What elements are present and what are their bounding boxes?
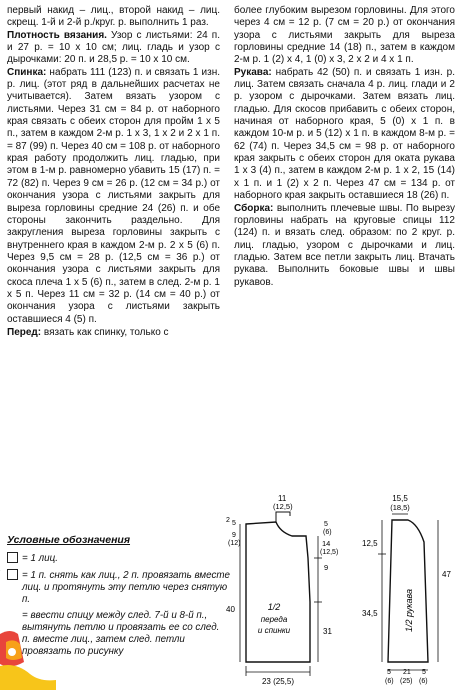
front-continued: более глубоким вырезом горловины. Для этого через 4 см = 12 р. (7 см = 20 р.) от окончания узора с листьями закрыть для выреза горловины средние 14 (18) п., затем в каждом 2-м р. 1 (2) х 4, 1 (0) х 3, 2 х 2 и 4 х 1 п.: [234, 5, 455, 66]
assembly-paragraph: [234, 203, 455, 289]
sleeve-bottom-2-alt: (25): [400, 678, 413, 685]
body-left-12: (12): [228, 540, 241, 547]
sleeves-text: набрать 42 (50) п. и связать 1 изн. р. лиц. Затем связать сначала 4 р. лиц. глади и 2 р. узором с дырочками. Затем вязать лиц. гладью. Для скосов прибавить с обеих сторон, начиная от наборного края, 5 (0) х 1 п. в каждом 10-м р. и 5 (12) х 1 п. в каждом 8-м р. = 62 (74) п. Через 34,5 см = 98 р. от наборного края закрыть с обеих сторон для оката рукава 1 х 3 (4) п., затем в каждом 2-м р. 1 х 2, 15 (14) х 1 п. и 1 (2) х 2 п. Через 47 см = 134 р. от наборного края закрыть оставшиеся 18 (26) п.: [234, 66, 455, 202]
text-column-left: [7, 5, 220, 339]
front-paragraph: [7, 327, 220, 339]
body-right-31: 31: [323, 627, 332, 636]
body-center-label-3: и спинки: [257, 626, 291, 635]
sleeve-bottom-3: 5: [422, 669, 426, 676]
body-left-5: 5: [232, 520, 236, 527]
sleeve-bottom-1-alt: (6): [385, 678, 394, 685]
sleeve-34-5: 34,5: [362, 609, 378, 618]
legend-item-decrease: [7, 569, 237, 606]
front-label: Перед:: [7, 326, 42, 338]
sleeve-47: 47: [442, 570, 451, 579]
back-paragraph: [7, 67, 220, 326]
density-text: Узор с листьями: 24 п. и 27 р. = 10 х 10 см; лиц. гладь и узор с дырочками: 20 п. и 28,5 р. = 10 х 10 см.: [7, 29, 220, 66]
body-bottom-label: 23 (25,5): [261, 677, 295, 686]
sleeve-12-5: 12,5: [362, 539, 378, 548]
intro-paragraph: первый накид – лиц., второй накид – лиц. скрещ. 1-й и 2-й р./круг. р. выполнить 1 раз.: [7, 5, 220, 29]
body-top-label: 11: [278, 494, 287, 503]
back-label: Спинка:: [7, 66, 47, 78]
sleeve-top-label-alt: (18,5): [390, 503, 410, 512]
legend-item-cross-text: = ввести спицу между след. 7-й и 8-й п., вытянуть петлю и провязать ее со след. п. вместе лиц., затем след. петли провязать по рисунку: [22, 610, 220, 657]
body-schematic: [224, 492, 354, 688]
body-right-14: 14: [322, 539, 331, 548]
sleeve-bottom-2: 21: [403, 669, 411, 676]
sleeve-schematic: [356, 492, 459, 688]
corner-logo-icon: [0, 622, 56, 690]
legend-title: Условные обозначения: [7, 534, 131, 546]
body-top-label-alt: (12,5): [273, 502, 293, 511]
text-column-right: [234, 5, 455, 289]
legend-item-knit-text: = 1 лиц.: [22, 553, 58, 564]
density-label: Плотность вязания.: [7, 29, 107, 41]
body-right-frac: 5: [324, 521, 328, 528]
neck-guide: [276, 512, 290, 522]
sleeve-center-label: 1/2 рукава: [404, 589, 414, 632]
body-center-label: 1/2: [267, 602, 281, 612]
body-right-14-alt: (12,5): [320, 549, 339, 556]
body-right-9: 9: [324, 563, 329, 572]
assembly-label: Сборка:: [234, 202, 274, 214]
back-text: набрать 111 (123) п. и связать 1 изн. р. лиц. (этот ряд в дальнейших расчетах не учитывается). Затем вязать узором с листьями. Через 31 см = 84 р. от наборного края связать с обеих сторон для пройм 1 х 5 п., затем в каждом 2-м р. 1 х 3, 1 х 2 и 2 х 1 п. = 87 (99) п. Через 40 см = 108 р. от наборного края работу продолжить лиц. гладью, при этом в 1-м р. равномерно убавить 15 (17) п. = 72 (82) п. Через 9 см = 26 р. (12 см = 34 р.) от окончания узора с листьями закрыть для выреза горловины средние 24 (26) п. и обе стороны закончить раздельно. Для закругления выреза горловины закрыть с внутреннего края в каждом 2-м р. 2 х 5 (6) п. Через 9,5 см = 28 р. (12,5 см = 36 р.) от окончания узора с листьями закрыть для скоса плеча 1 х 5 (6) п., затем в след. 2-м р. 1 х 5 п. Через 11 см = 32 р. (14 см = 40 р.) от окончания узора с листьями закрыть оставшиеся 4 (5) п.: [7, 66, 221, 325]
sleeve-top-label: 15,5: [392, 494, 408, 503]
body-left-40: 40: [226, 605, 235, 614]
sleeves-paragraph: [234, 67, 455, 203]
assembly-text: выполнить плечевые швы. По вырезу горловины набрать на круговые спицы 112 (124) п. и вязать след. образом: по 2 круг. р. лиц. гладью, узором с дырочками и лиц. гладью. Затем все петли закрыть лиц. Втачать рукава. Выполнить боковые швы и швы рукавов.: [234, 202, 455, 288]
decrease-symbol-icon: [7, 569, 18, 580]
body-right-frac-alt: (6): [323, 529, 332, 536]
legend-item-knit: [7, 552, 222, 565]
knit-symbol-icon: [7, 552, 18, 563]
sleeve-bottom-1: 5: [387, 669, 391, 676]
front-text: вязать как спинку, только с: [41, 326, 169, 338]
density-paragraph: [7, 30, 220, 67]
legend-item-decrease-text: = 1 п. снять как лиц., 2 п. провязать вместе лиц. и протянуть эту петлю через снятую п.: [22, 570, 230, 605]
sleeve-bottom-3-alt: (6): [419, 678, 428, 685]
sleeves-label: Рукава:: [234, 66, 272, 78]
body-center-label-2: переда: [260, 615, 288, 624]
body-outline: [246, 522, 310, 662]
body-left-2: 2: [226, 517, 230, 524]
body-left-9: 9: [232, 532, 236, 539]
